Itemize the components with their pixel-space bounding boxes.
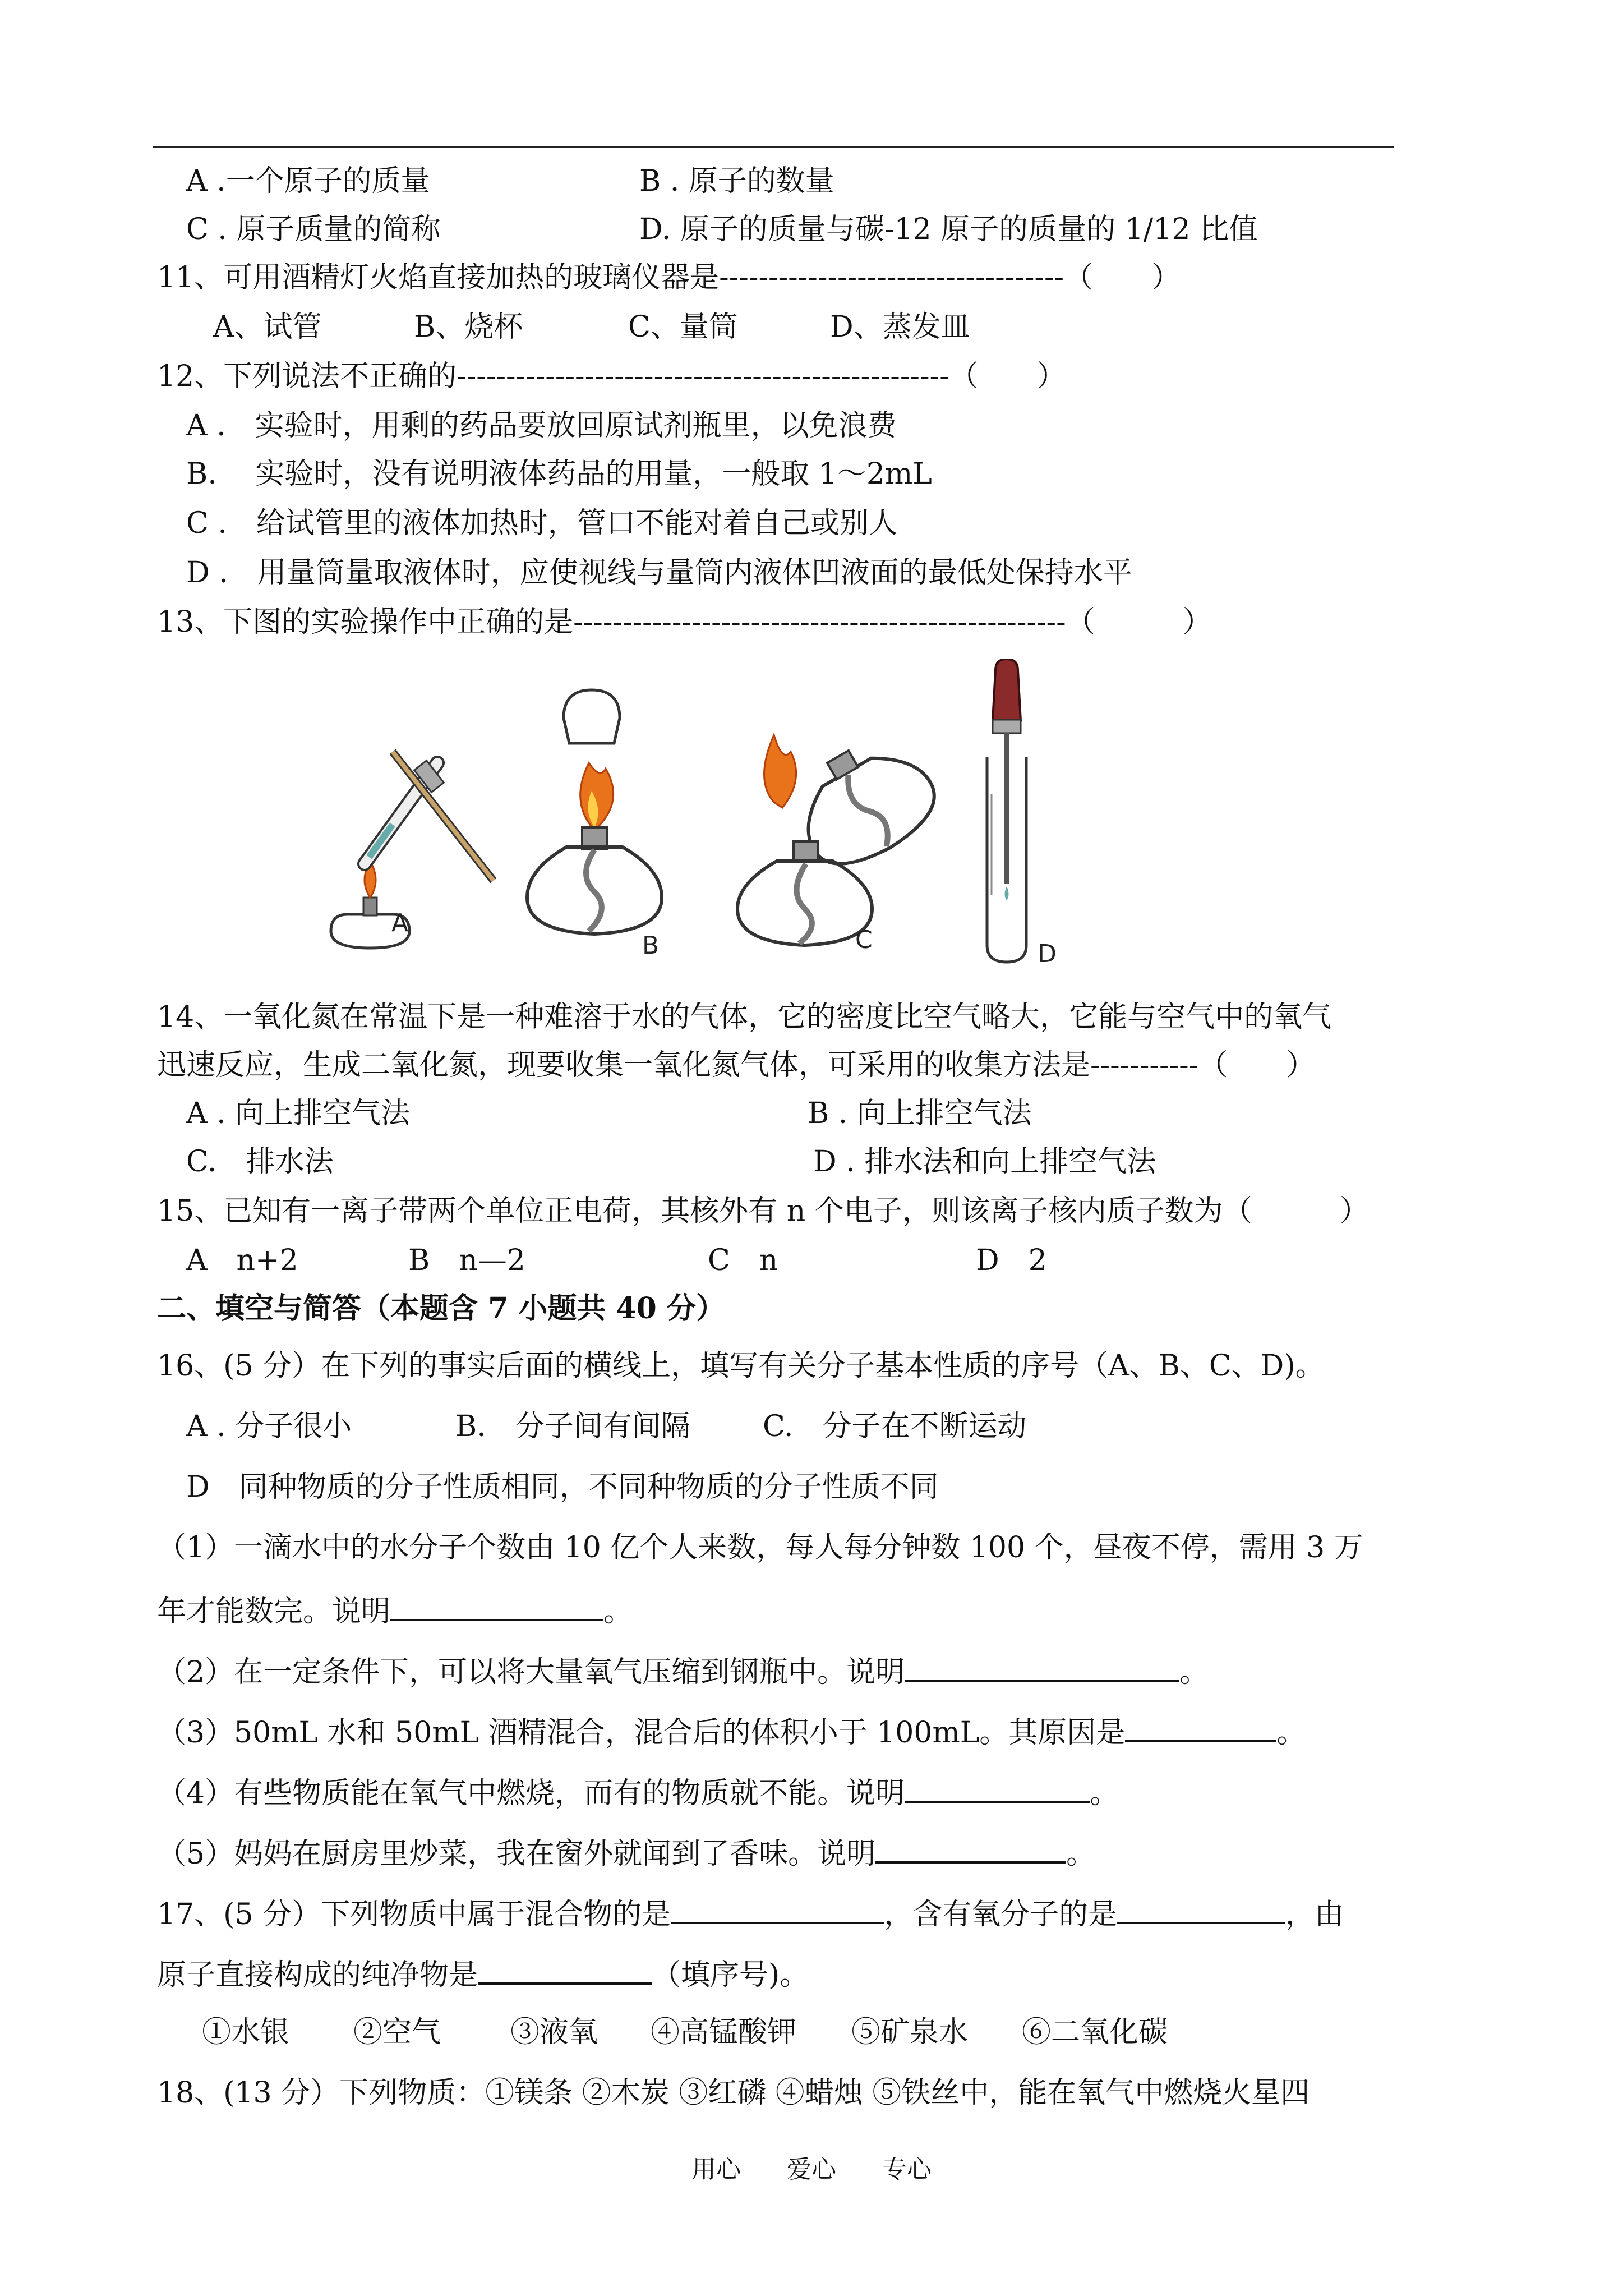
q16-sub1-answer-blank[interactable]	[390, 1591, 603, 1621]
q13-stem: 13、下图的实验操作中正确的是--------------------------------------------------（ ）	[157, 605, 1212, 639]
q11-stem: 11、可用酒精灯火焰直接加热的玻璃仪器是-----------------------------------（ ）	[157, 261, 1181, 295]
footer-word-2: 爱心	[787, 2155, 836, 2184]
figure-a-label: A	[391, 909, 409, 937]
figure-d-dropper-in-tube	[965, 659, 1066, 973]
q17-option-6: ⑥二氧化碳	[1022, 2016, 1168, 2049]
q16-sub1-line1: （1）一滴水中的水分子个数由 10 亿个人来数，每人每分钟数 100 个，昼夜不停，需用 3 万	[157, 1531, 1363, 1565]
figure-a-test-tube-heating	[308, 729, 510, 954]
q14-option-b: B . 向上排空气法	[808, 1097, 1032, 1130]
q16-sub4-answer-blank[interactable]	[905, 1773, 1090, 1803]
q14-option-a: A . 向上排空气法	[186, 1097, 411, 1130]
q12-option-c: C . 给试管里的液体加热时，管口不能对着自己或别人	[186, 507, 898, 540]
q16-stem: 16、(5 分）在下列的事实后面的横线上，填写有关分子基本性质的序号（A、B、C、D)。	[157, 1349, 1325, 1383]
q15-option-c: C n	[708, 1244, 778, 1277]
q16-sub4: （4）有些物质能在氧气中燃烧，而有的物质就不能。说明 。	[157, 1773, 1119, 1811]
q17-option-2: ②空气	[353, 2016, 441, 2049]
header-rule	[153, 146, 1394, 148]
page-footer	[0, 2154, 1623, 2185]
q17-line2: 原子直接构成的纯净物是 （填序号)。	[157, 1954, 809, 1993]
q15-stem: 15、已知有一离子带两个单位正电荷，其核外有 n 个电子，则该离子核内质子数为（ ）	[157, 1194, 1369, 1228]
q11-option-a: A、试管	[213, 310, 322, 344]
q17-oxygen-molecule-blank[interactable]	[1117, 1894, 1285, 1924]
q17-option-5: ⑤矿泉水	[851, 2016, 969, 2049]
q12-stem: 12、下列说法不正确的--------------------------------------------------（ ）	[157, 360, 1066, 393]
q10-option-d: D. 原子的质量与碳-12 原子的质量的 1/12 比值	[639, 213, 1258, 246]
q16-sub5-answer-blank[interactable]	[875, 1833, 1066, 1864]
figure-b-alcohol-lamp-cap	[522, 684, 679, 959]
q16-option-c: C. 分子在不断运动	[763, 1410, 1027, 1443]
q16-sub3-answer-blank[interactable]	[1125, 1712, 1276, 1742]
q18-stem: 18、(13 分）下列物质：①镁条 ②木炭 ③红磷 ④蜡烛 ⑤铁丝中，能在氧气中燃烧火星四	[157, 2076, 1310, 2110]
q17-mixture-blank[interactable]	[671, 1894, 884, 1924]
q14-option-c: C. 排水法	[186, 1145, 334, 1179]
q17-line1: 17、(5 分）下列物质中属于混合物的是 ，含有氧分子的是 ，由	[157, 1894, 1344, 1932]
q17-atom-substance-blank[interactable]	[478, 1954, 652, 1985]
q16-sub2: （2）在一定条件下，可以将大量氧气压缩到钢瓶中。说明 。	[157, 1651, 1209, 1690]
q14-line1: 14、一氧化氮在常温下是一种难溶于水的气体，它的密度比空气略大，它能与空气中的氧气	[157, 1000, 1332, 1034]
figure-c-lamp-to-lamp	[721, 724, 945, 959]
figure-c-label: C	[855, 926, 873, 954]
q11-option-b: B、烧杯	[414, 310, 523, 344]
section-2-title: 二、填空与简答（本题含 7 小题共 40 分）	[157, 1291, 725, 1326]
q10-option-c: C . 原子质量的简称	[186, 213, 441, 246]
q17-option-3: ③液氧	[510, 2016, 598, 2049]
q16-sub1-line2: 年才能数完。说明 。	[157, 1591, 633, 1629]
q16-sub5: （5）妈妈在厨房里炒菜，我在窗外就闻到了香味。说明 。	[157, 1833, 1095, 1871]
q16-sub3: （3）50mL 水和 50mL 酒精混合，混合后的体积小于 100mL。其原因是 。	[157, 1712, 1306, 1750]
q16-option-d: D 同种物质的分子性质相同，不同种物质的分子性质不同	[186, 1470, 939, 1504]
q15-option-b: B n—2	[408, 1244, 525, 1277]
q16-sub2-answer-blank[interactable]	[905, 1651, 1179, 1682]
q10-option-a: A .一个原子的质量	[186, 164, 430, 198]
q15-option-a: A n+2	[186, 1244, 298, 1277]
q16-option-b: B. 分子间有间隔	[455, 1410, 690, 1443]
q12-option-d: D . 用量筒量取液体时，应使视线与量筒内液体凹液面的最低处保持水平	[186, 556, 1132, 590]
footer-word-3: 专心	[882, 2155, 932, 2184]
q16-option-a: A . 分子很小	[186, 1410, 352, 1443]
q11-option-d: D、蒸发皿	[830, 310, 970, 344]
q14-line2: 迅速反应，生成二氧化氮，现要收集一氧化氮气体，可采用的收集方法是-----------（ ）	[157, 1048, 1316, 1082]
q17-option-4: ④高锰酸钾	[651, 2016, 797, 2049]
q15-option-d: D 2	[976, 1244, 1047, 1277]
q12-option-b: B. 实验时，没有说明液体药品的用量，一般取 1～2mL	[186, 457, 932, 491]
q17-option-1: ①水银	[202, 2016, 290, 2049]
footer-word-1: 用心	[691, 2155, 741, 2184]
q12-option-a: A . 实验时，用剩的药品要放回原试剂瓶里，以免浪费	[186, 409, 897, 443]
q11-option-c: C、量筒	[628, 310, 738, 344]
q14-option-d: D . 排水法和向上排空气法	[813, 1145, 1156, 1179]
figure-b-label: B	[642, 931, 660, 959]
q10-option-b: B . 原子的数量	[639, 164, 834, 198]
figure-d-label: D	[1038, 940, 1057, 968]
